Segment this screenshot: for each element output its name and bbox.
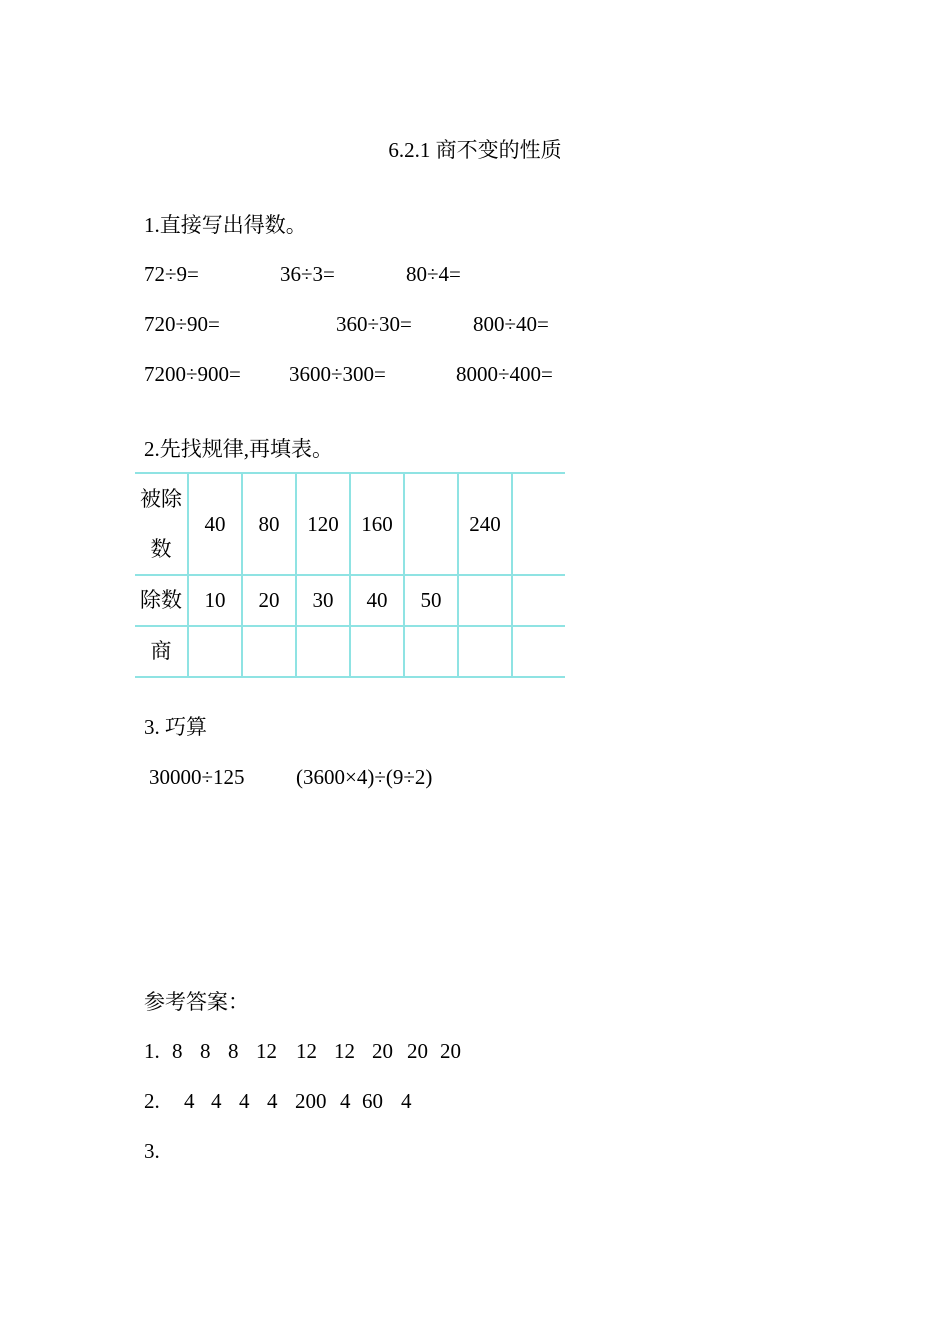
q1-expression: 7200÷900= <box>144 362 241 386</box>
table-row <box>135 626 565 677</box>
dividend-cell: 240 <box>458 473 512 575</box>
dividend-cell <box>512 473 565 575</box>
row-label-divisor: 除数 <box>135 575 188 626</box>
question-2-heading: 2.先找规律,再填表。 <box>144 437 333 461</box>
q1-expression: 720÷90= <box>144 312 220 336</box>
answer-value: 20 <box>440 1039 461 1063</box>
answer-number: 1. <box>144 1039 160 1063</box>
q3-expression: (3600×4)÷(9÷2) <box>296 765 433 789</box>
answer-value: 8 <box>200 1039 211 1063</box>
row-label-dividend <box>135 473 188 575</box>
q1-expression: 8000÷400= <box>456 362 553 386</box>
answer-value: 12 <box>296 1039 317 1063</box>
q1-expression: 80÷4= <box>406 262 461 286</box>
divisor-cell <box>512 575 565 626</box>
answer-line-1 <box>144 1039 461 1063</box>
dividend-cell: 40 <box>188 473 242 575</box>
divisor-cell: 40 <box>350 575 404 626</box>
answer-value: 4 <box>211 1089 222 1113</box>
answer-value: 8 <box>228 1039 239 1063</box>
divisor-cell: 20 <box>242 575 296 626</box>
dividend-cell: 160 <box>350 473 404 575</box>
dividend-cell <box>404 473 458 575</box>
table-row <box>135 473 565 575</box>
table-row <box>135 575 565 626</box>
q1-expression: 360÷30= <box>336 312 412 336</box>
answer-value: 20 <box>407 1039 428 1063</box>
answer-value: 4 <box>239 1089 250 1113</box>
pattern-table <box>135 472 565 678</box>
quotient-cell <box>188 626 242 677</box>
q3-expression: 30000÷125 <box>149 765 245 789</box>
answer-number: 3. <box>144 1139 160 1163</box>
answer-line-2 <box>144 1089 412 1113</box>
row-label-line: 数 <box>150 537 172 561</box>
quotient-cell <box>350 626 404 677</box>
quotient-cell <box>458 626 512 677</box>
question-3-heading: 3. 巧算 <box>144 715 207 739</box>
answers-heading: 参考答案： <box>144 990 249 1014</box>
quotient-cell <box>512 626 565 677</box>
answer-number: 2. <box>144 1089 160 1113</box>
row-label-quotient: 商 <box>135 626 188 677</box>
answer-line-3 <box>144 1141 160 1162</box>
page-title: 6.2.1 商不变的性质 <box>388 138 562 162</box>
divisor-cell: 10 <box>188 575 242 626</box>
divisor-cell: 50 <box>404 575 458 626</box>
row-label-line: 被除 <box>140 487 182 511</box>
answer-value: 4 <box>267 1089 278 1113</box>
q1-expression: 800÷40= <box>473 312 549 336</box>
quotient-cell <box>404 626 458 677</box>
answer-value: 20 <box>372 1039 393 1063</box>
answer-value: 12 <box>256 1039 277 1063</box>
q1-expression: 72÷9= <box>144 262 199 286</box>
answer-value: 4 <box>184 1089 195 1113</box>
answer-value: 60 <box>362 1089 383 1113</box>
quotient-cell <box>242 626 296 677</box>
q1-expression: 3600÷300= <box>289 362 386 386</box>
answer-value: 200 <box>295 1089 327 1113</box>
answer-value: 12 <box>334 1039 355 1063</box>
divisor-cell <box>458 575 512 626</box>
divisor-cell: 30 <box>296 575 350 626</box>
question-1-heading: 1.直接写出得数。 <box>144 213 307 237</box>
dividend-cell: 120 <box>296 473 350 575</box>
answer-value: 8 <box>172 1039 183 1063</box>
dividend-cell: 80 <box>242 473 296 575</box>
answer-value: 4 <box>401 1089 412 1113</box>
q1-expression: 36÷3= <box>280 262 335 286</box>
quotient-cell <box>296 626 350 677</box>
answer-value: 4 <box>340 1089 351 1113</box>
